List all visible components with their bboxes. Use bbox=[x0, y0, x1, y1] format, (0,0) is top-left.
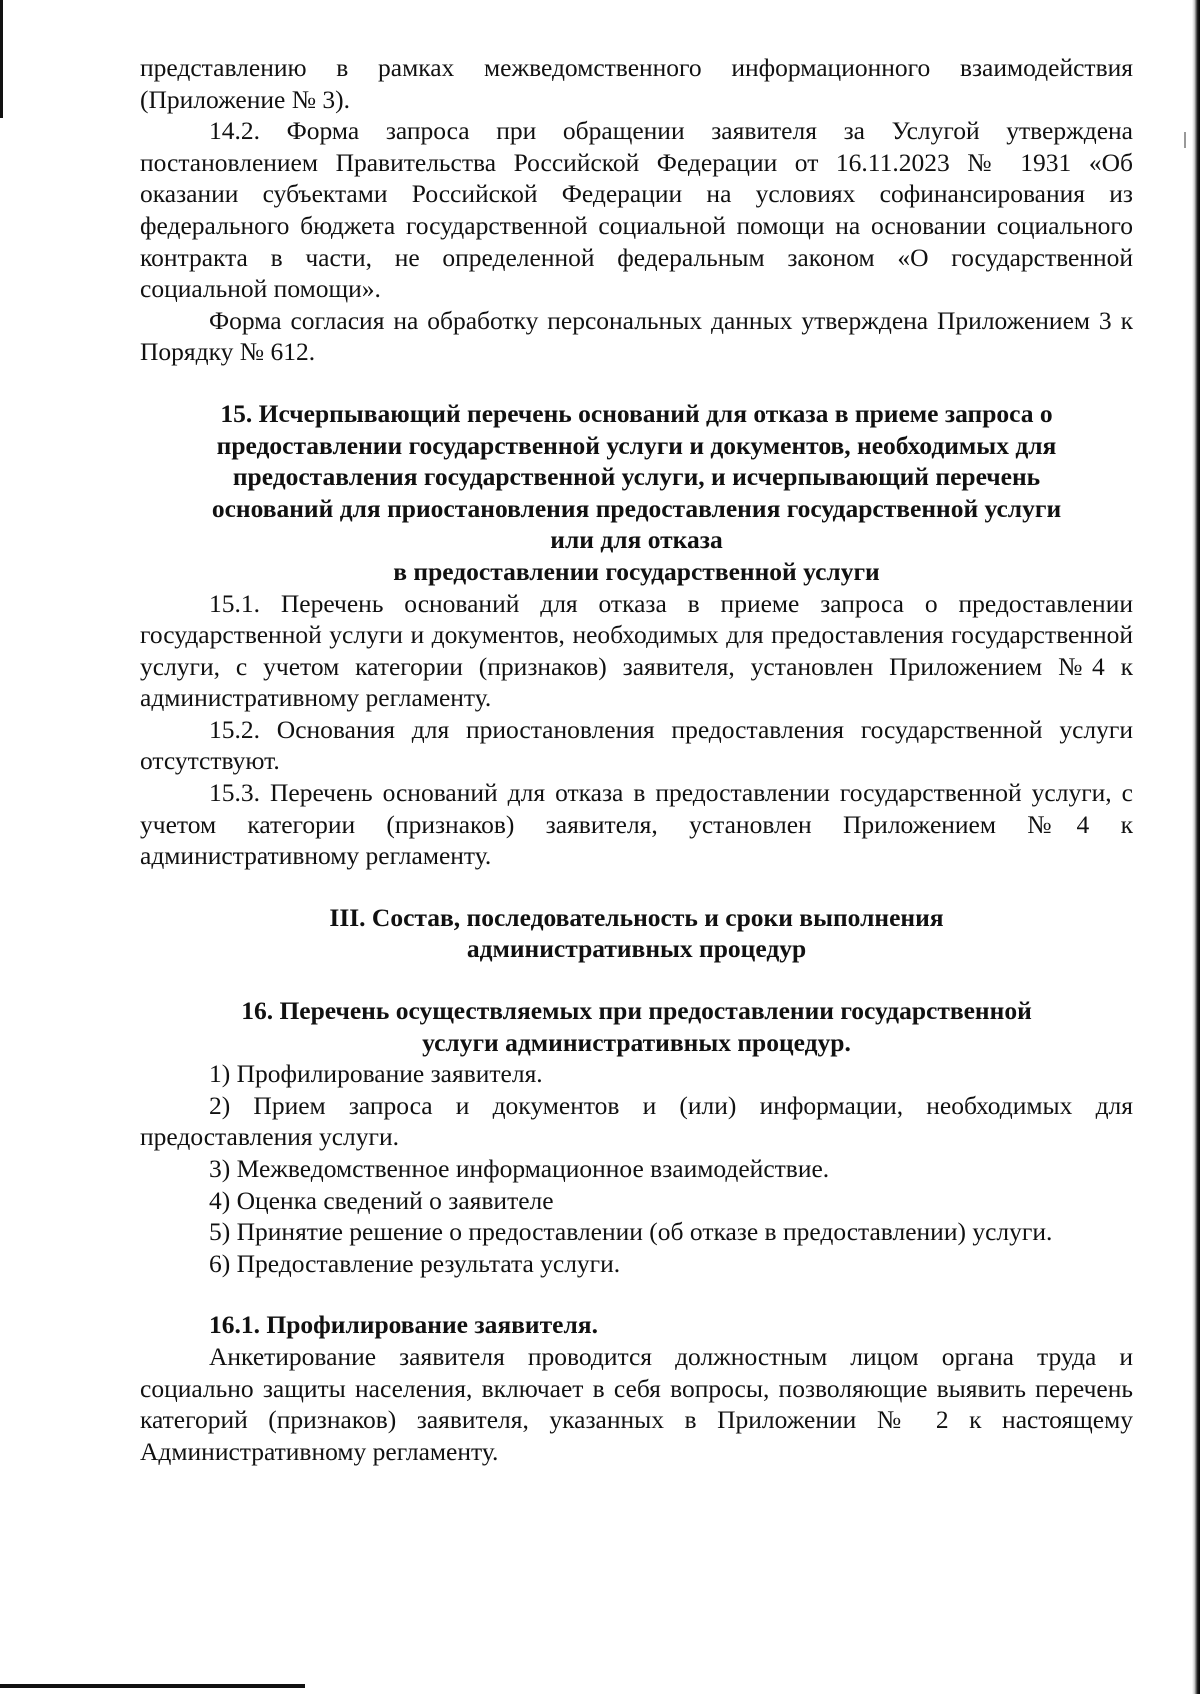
list-item: 4) Оценка сведений о заявителе bbox=[209, 1185, 554, 1215]
paragraph-16-1: Анкетирование заявителя проводится должностным лицом органа труда и социально защиты населения, включает в себя вопросы, позволяющие выявить перечень категорий (признаков) заявителя, указанных в Приложении № 2 к настоящему Административному регламенту. bbox=[140, 1341, 1133, 1466]
section-16-1-heading: 16.1. Профилирование заявителя. bbox=[209, 1310, 598, 1340]
section-15-heading-line: или для отказа bbox=[550, 525, 723, 555]
section-15-heading-line: предоставления государственной услуги, и исчерпывающий перечень bbox=[232, 462, 1041, 492]
scan-edge-right bbox=[1192, 0, 1200, 1694]
section-15-heading bbox=[140, 398, 1133, 588]
scan-mark bbox=[1184, 132, 1186, 148]
section-15-heading-line: предоставлении государственной услуги и документов, необходимых для bbox=[216, 430, 1057, 460]
section-16-heading-line: 16. Перечень осуществляемых при предоставлении государственной bbox=[241, 996, 1032, 1026]
part-3-heading bbox=[140, 902, 1133, 965]
paragraph-14-2: 14.2. Форма запроса при обращении заявителя за Услугой утверждена постановлением Правительства Российской Федерации от 16.11.2023 № 1931 «Об оказании субъектами Российской Федерации на условиях софинансирования из федерального бюджета государственной социальной помощи на основании социального контракта в части, не определенной федеральным законом «О государственной социальной помощи». bbox=[140, 116, 1133, 304]
section-15-heading-line: 15. Исчерпывающий перечень оснований для отказа в приеме запроса о bbox=[220, 398, 1053, 428]
list-item: 2) Прием запроса и документов и (или) информации, необходимых для предоставления услуги. bbox=[140, 1090, 1133, 1152]
paragraph-consent-form: Форма согласия на обработку персональных данных утверждена Приложением 3 к Порядку № 612. bbox=[140, 305, 1133, 367]
section-16-heading-line: услуги административных процедур. bbox=[422, 1027, 851, 1057]
section-16-heading bbox=[140, 995, 1133, 1058]
paragraph-15-3: 15.3. Перечень оснований для отказа в предоставлении государственной услуги, с учетом категории (признаков) заявителя, установлен Приложением №4 к административному регламенту. bbox=[140, 778, 1133, 871]
part-3-heading-line: III. Состав, последовательность и сроки выполнения bbox=[329, 902, 944, 932]
list-item: 3) Межведомственное информационное взаимодействие. bbox=[209, 1154, 830, 1183]
scan-edge-bottom bbox=[0, 1684, 305, 1688]
section-15-heading-line: в предоставлении государственной услуги bbox=[393, 556, 880, 586]
paragraph-15-1: 15.1. Перечень оснований для отказа в приеме запроса о предоставлении государственной услуги и документов, необходимых для предоставления государственной услуги, с учетом категории (признаков) заявителя, установлен Приложением №4 к административному регламенту. bbox=[140, 588, 1133, 713]
section-15-heading-line: оснований для приостановления предоставления государственной услуги bbox=[211, 493, 1062, 523]
list-item: 5) Принятие решение о предоставлении (об отказе в предоставлении) услуги. bbox=[209, 1217, 1053, 1247]
part-3-heading-line: административных процедур bbox=[466, 934, 807, 964]
paragraph-15-2: 15.2. Основания для приостановления предоставления государственной услуги отсутствуют. bbox=[140, 714, 1133, 776]
scan-edge-left bbox=[0, 0, 3, 118]
list-item: 1) Профилирование заявителя. bbox=[209, 1059, 543, 1089]
paragraph-continuation: представлению в рамках межведомственного информационного взаимодействия (Приложение № 3). bbox=[140, 53, 1133, 114]
document-page bbox=[140, 52, 1133, 1467]
list-item: 6) Предоставление результата услуги. bbox=[209, 1248, 621, 1278]
